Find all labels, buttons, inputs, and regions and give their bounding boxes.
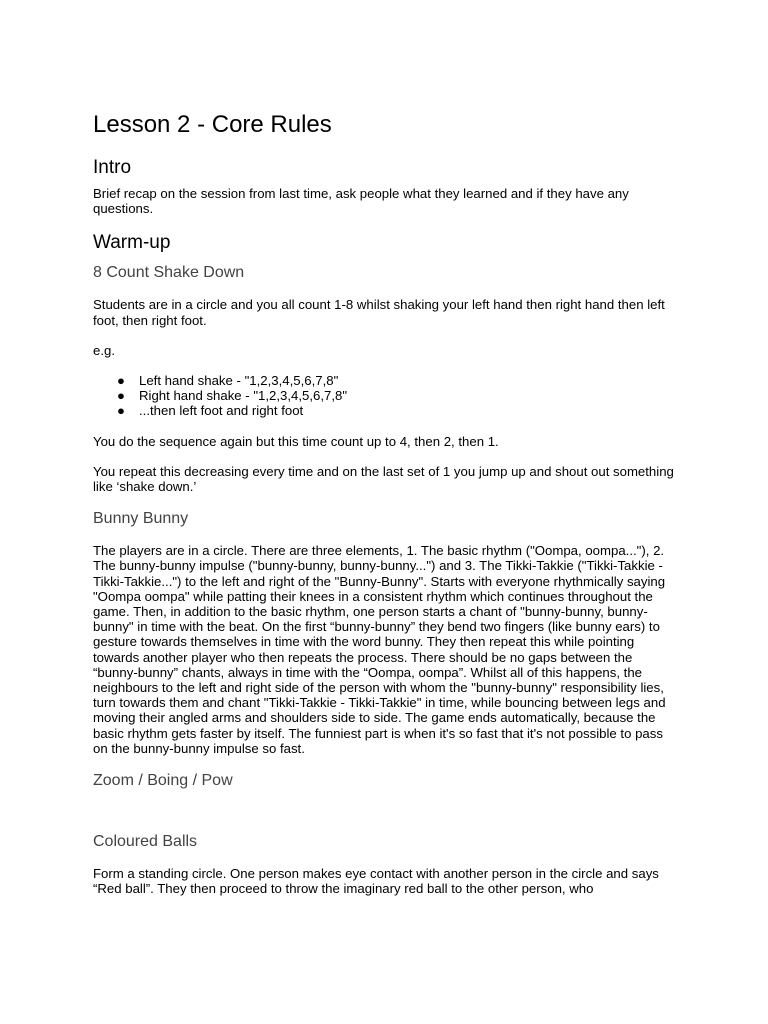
heading-warm-up: Warm-up bbox=[93, 232, 171, 254]
shake-down-paragraph-3: You repeat this decreasing every time and on the last set of 1 you jump up and shout out something like ‘shake down.’ bbox=[93, 463, 674, 495]
shake-down-bullet-list bbox=[93, 373, 678, 419]
shake-down-paragraph-1: Students are in a circle and you all count 1-8 whilst shaking your left hand then right hand then left foot, then right foot. bbox=[93, 297, 665, 328]
bullet-icon: ● bbox=[117, 403, 125, 419]
heading-8-count-shake-down: 8 Count Shake Down bbox=[93, 264, 245, 282]
list-item-text: ...then left foot and right foot bbox=[139, 403, 304, 419]
page-title: Lesson 2 - Core Rules bbox=[93, 111, 332, 138]
heading-intro: Intro bbox=[93, 157, 132, 178]
list-item bbox=[117, 373, 678, 388]
intro-paragraph: Brief recap on the session from last time, ask people what they learned and if they have any questions. bbox=[93, 186, 629, 217]
shake-down-eg: e.g. bbox=[93, 342, 115, 358]
heading-zoom-boing-pow: Zoom / Boing / Pow bbox=[93, 772, 233, 790]
heading-coloured-balls: Coloured Balls bbox=[93, 833, 198, 851]
list-item bbox=[117, 403, 678, 418]
shake-down-paragraph-2: You do the sequence again but this time count up to 4, then 2, then 1. bbox=[93, 433, 499, 449]
heading-bunny-bunny: Bunny Bunny bbox=[93, 510, 189, 528]
bullet-icon: ● bbox=[117, 373, 125, 389]
list-item-text: Left hand shake - "1,2,3,4,5,6,7,8" bbox=[139, 373, 339, 389]
list-item bbox=[117, 388, 678, 403]
coloured-balls-paragraph: Form a standing circle. One person makes eye contact with another person in the circle and says “Red ball”. They then proceed to throw the imaginary red ball to the other person, who bbox=[93, 866, 659, 897]
bunny-bunny-paragraph: The players are in a circle. There are three elements, 1. The basic rhythm ("Oompa, oompa..."), 2. The bunny-bunny impulse ("bunny-bunny, bunny-bunny...") and 3. The Tikki-Takkie ("Tikki-Takkie - Tikki-Takkie...") to the left and right of the "Bunny-Bunny". Starts with everyone rhythmically saying "Oompa oompa" while patting their knees in a consistent rhythm which continues throughout the game. Then, in addition to the basic rhythm, one person starts a chant of "bunny-bunny, bunny-bunny" in time with the beat. On the first “bunny-bunny” they bend two fingers (like bunny ears) to gesture towards themselves in time with the word bunny. They then repeat this while pointing towards another player who then repeats the process. There should be no gaps between the “bunny-bunny” chants, always in time with the “Oompa, oompa”. Whilst all of this happens, the neighbours to the left and right side of the person with whom the "bunny-bunny" responsibility lies, turn towards them and chant "Tikki-Takkie - Tikki-Takkie" in time, while bouncing between legs and moving their angled arms and shoulders side to side. The game ends automatically, because the basic rhythm gets faster by itself. The funniest part is when it's so fast that it's not possible to pass on the bunny-bunny impulse so fast. bbox=[93, 543, 666, 756]
list-item-text: Right hand shake - "1,2,3,4,5,6,7,8" bbox=[139, 388, 348, 404]
bullet-icon: ● bbox=[117, 388, 125, 404]
